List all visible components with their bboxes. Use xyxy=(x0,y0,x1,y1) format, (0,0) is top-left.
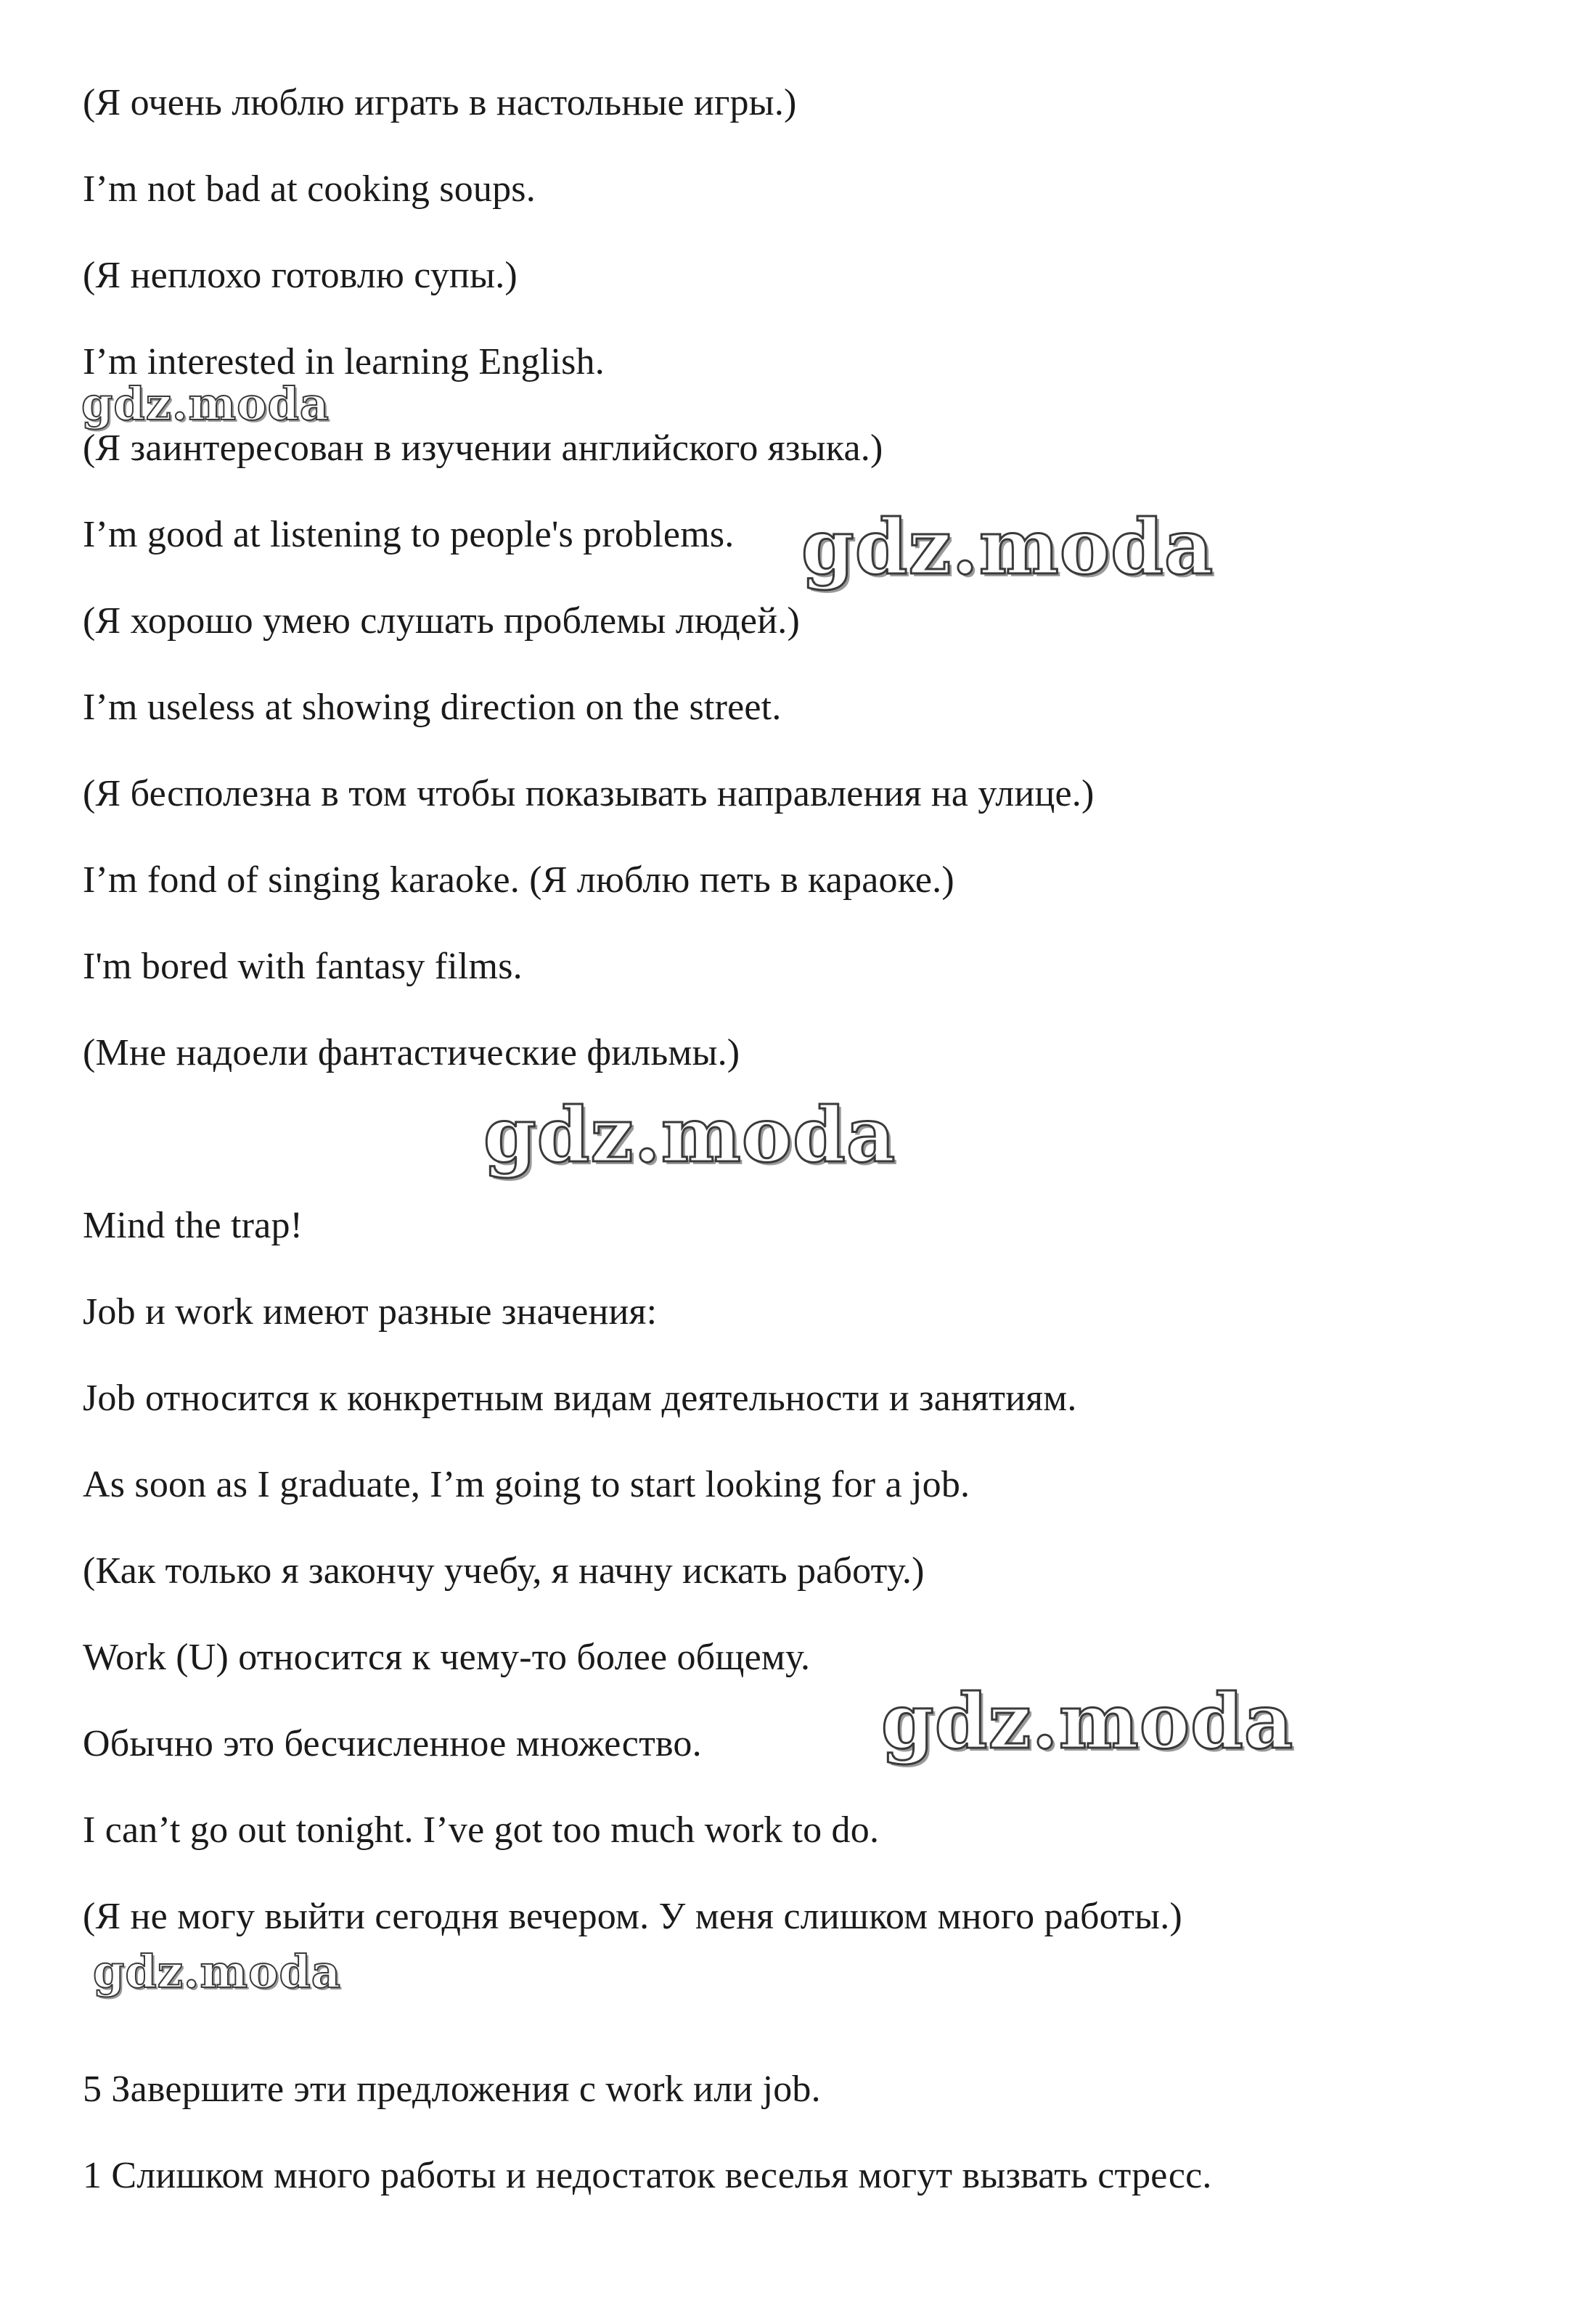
text-line-23: 1 Слишком много работы и недостаток веселья могут вызвать стресс. xyxy=(83,2155,1212,2196)
watermark-logo: gdz.moda xyxy=(81,377,330,430)
text-line-18: Work (U) относится к чему-то более общему. xyxy=(83,1637,811,1678)
watermark-logo: gdz.moda xyxy=(483,1090,896,1179)
text-line-11: I'm bored with fantasy films. xyxy=(83,946,523,987)
text-line-15: Job относится к конкретным видам деятельности и занятиям. xyxy=(83,1378,1077,1419)
watermark-logo: gdz.moda xyxy=(881,1677,1294,1766)
exercise-heading: 5 Завершите эти предложения с work или job. xyxy=(83,2069,821,2110)
text-line-20: I can’t go out tonight. I’ve got too much work to do. xyxy=(83,1809,880,1851)
text-line-19: Обычно это бесчисленное множество. xyxy=(83,1723,702,1764)
text-line-10: I’m fond of singing karaoke. (Я люблю петь в караоке.) xyxy=(83,859,954,901)
text-line-5: (Я заинтересован в изучении английского языка.) xyxy=(83,427,883,469)
watermark-logo: gdz.moda xyxy=(801,502,1214,592)
text-line-1: (Я очень люблю играть в настольные игры.) xyxy=(83,82,797,123)
text-line-6: I’m good at listening to people's problems. xyxy=(83,514,735,555)
text-line-21: (Я не могу выйти сегодня вечером. У меня слишком много работы.) xyxy=(83,1896,1182,1937)
text-line-7: (Я хорошо умею слушать проблемы людей.) xyxy=(83,600,800,642)
text-line-4: I’m interested in learning English. xyxy=(83,341,605,382)
text-line-12: (Мне надоели фантастические фильмы.) xyxy=(83,1032,740,1073)
text-line-9: (Я бесполезна в том чтобы показывать направления на улице.) xyxy=(83,773,1095,814)
text-line-17: (Как только я закончу учебу, я начну искать работу.) xyxy=(83,1550,925,1592)
text-line-3: (Я неплохо готовлю супы.) xyxy=(83,255,518,296)
text-line-8: I’m useless at showing direction on the street. xyxy=(83,687,782,728)
text-line-2: I’m not bad at cooking soups. xyxy=(83,168,536,210)
watermark-logo: gdz.moda xyxy=(93,1945,341,1998)
text-line-16: As soon as I graduate, I’m going to start looking for a job. xyxy=(83,1464,970,1505)
section-heading: Mind the trap! xyxy=(83,1205,303,1246)
text-line-14: Job и work имеют разные значения: xyxy=(83,1291,658,1333)
